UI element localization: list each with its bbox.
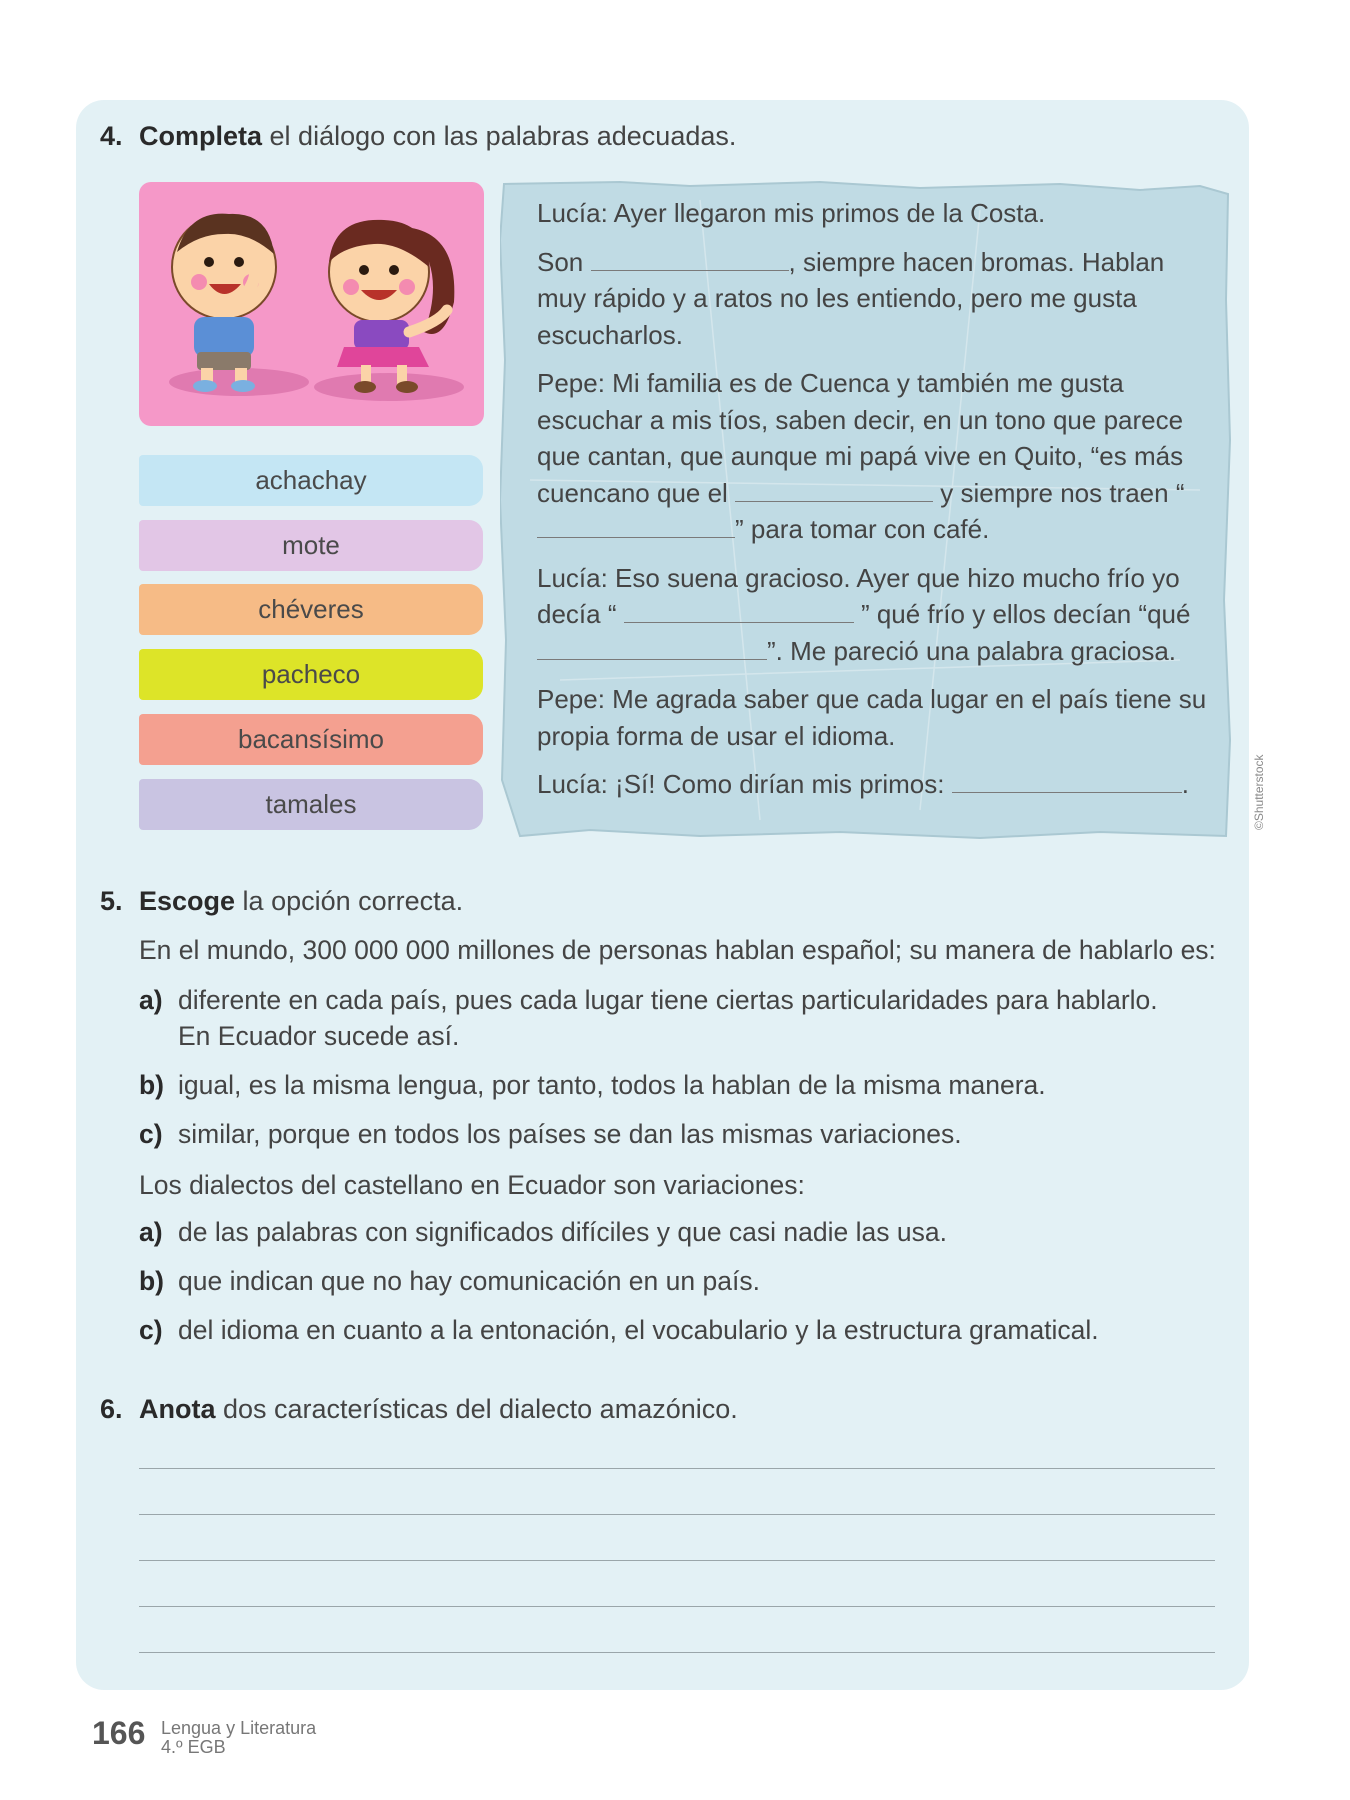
answer-line-5[interactable] — [139, 1652, 1215, 1653]
fill-blank-4[interactable] — [624, 598, 854, 623]
page-subject: Lengua y Literatura 4.º EGB — [161, 1718, 317, 1757]
question-1: En el mundo, 300 000 000 millones de personas hablan español; su manera de hablarlo es: — [139, 935, 1216, 965]
word-card-cheveres: chéveres — [139, 584, 483, 635]
word-card-tamales: tamales — [139, 779, 483, 830]
exercise-6-title: 6. Anota dos características del dialecto amazónico. — [100, 1394, 738, 1424]
q1-option-a[interactable]: a) diferente en cada país, pues cada lugar tiene ciertas particularidades para hablarlo. En Ecuador sucede así. — [139, 985, 1158, 1051]
dialog-line-3: Pepe: Mi familia es de Cuenca y también me gusta escuchar a mis tíos, saben decir, en un tono que parece que cantan, que aunque mi papá vive en Quito, “es más cuencano que el y siempre nos traen “” para tomar con café. — [537, 368, 1185, 544]
q1-option-b[interactable]: b) igual, es la misma lengua, por tanto, todos la hablan de la misma manera. — [139, 1070, 1046, 1100]
dialog-line-1: Lucía: Ayer llegaron mis primos de la Costa. — [537, 198, 1046, 228]
fill-blank-5[interactable] — [537, 635, 767, 660]
answer-line-1[interactable] — [139, 1468, 1215, 1469]
page-number: 166 — [92, 1715, 146, 1751]
q2-option-a[interactable]: a) de las palabras con significados difíciles y que casi nadie las usa. — [139, 1217, 947, 1247]
question-2: Los dialectos del castellano en Ecuador son variaciones: — [139, 1170, 805, 1200]
q2-option-b[interactable]: b) que indican que no hay comunicación en un país. — [139, 1266, 760, 1296]
q1-option-c[interactable]: c) similar, porque en todos los países se dan las mismas variaciones. — [139, 1119, 962, 1149]
answer-line-2[interactable] — [139, 1514, 1215, 1515]
fill-blank-6[interactable] — [952, 768, 1182, 793]
dialog-line-2: Son , siempre hacen bromas. Hablan muy rápido y a ratos no les entiendo, pero me gusta escucharlos. — [537, 246, 1165, 350]
answer-line-4[interactable] — [139, 1606, 1215, 1607]
dialog-text — [537, 195, 1217, 815]
fill-blank-1[interactable] — [591, 246, 789, 271]
dialog-line-6: Lucía: ¡Sí! Como dirían mis primos: . — [537, 769, 1189, 799]
word-card-mote: mote — [139, 520, 483, 571]
word-card-pacheco: pacheco — [139, 649, 483, 700]
exercise-5-title: 5. Escoge la opción correcta. — [100, 886, 464, 916]
children-cartoon-icon — [139, 182, 484, 426]
answer-line-3[interactable] — [139, 1560, 1215, 1561]
q2-option-c[interactable]: c) del idioma en cuanto a la entonación, el vocabulario y la estructura gramatical. — [139, 1315, 1099, 1345]
exercise-4-title: 4. Completa el diálogo con las palabras adecuadas. — [100, 121, 737, 151]
image-credit: ©Shutterstock — [1252, 754, 1266, 830]
word-card-achachay: achachay — [139, 455, 483, 506]
fill-blank-3[interactable] — [537, 513, 735, 538]
fill-blank-2[interactable] — [735, 477, 933, 502]
word-card-bacansisimo: bacansísimo — [139, 714, 483, 765]
dialog-line-5: Pepe: Me agrada saber que cada lugar en el país tiene su propia forma de usar el idioma. — [537, 684, 1207, 751]
two-children-talking-illustration — [139, 182, 484, 426]
dialog-line-4: Lucía: Eso suena gracioso. Ayer que hizo mucho frío yo decía “ ” qué frío y ellos decían “qué ”. Me pareció una palabra graciosa. — [537, 562, 1191, 666]
